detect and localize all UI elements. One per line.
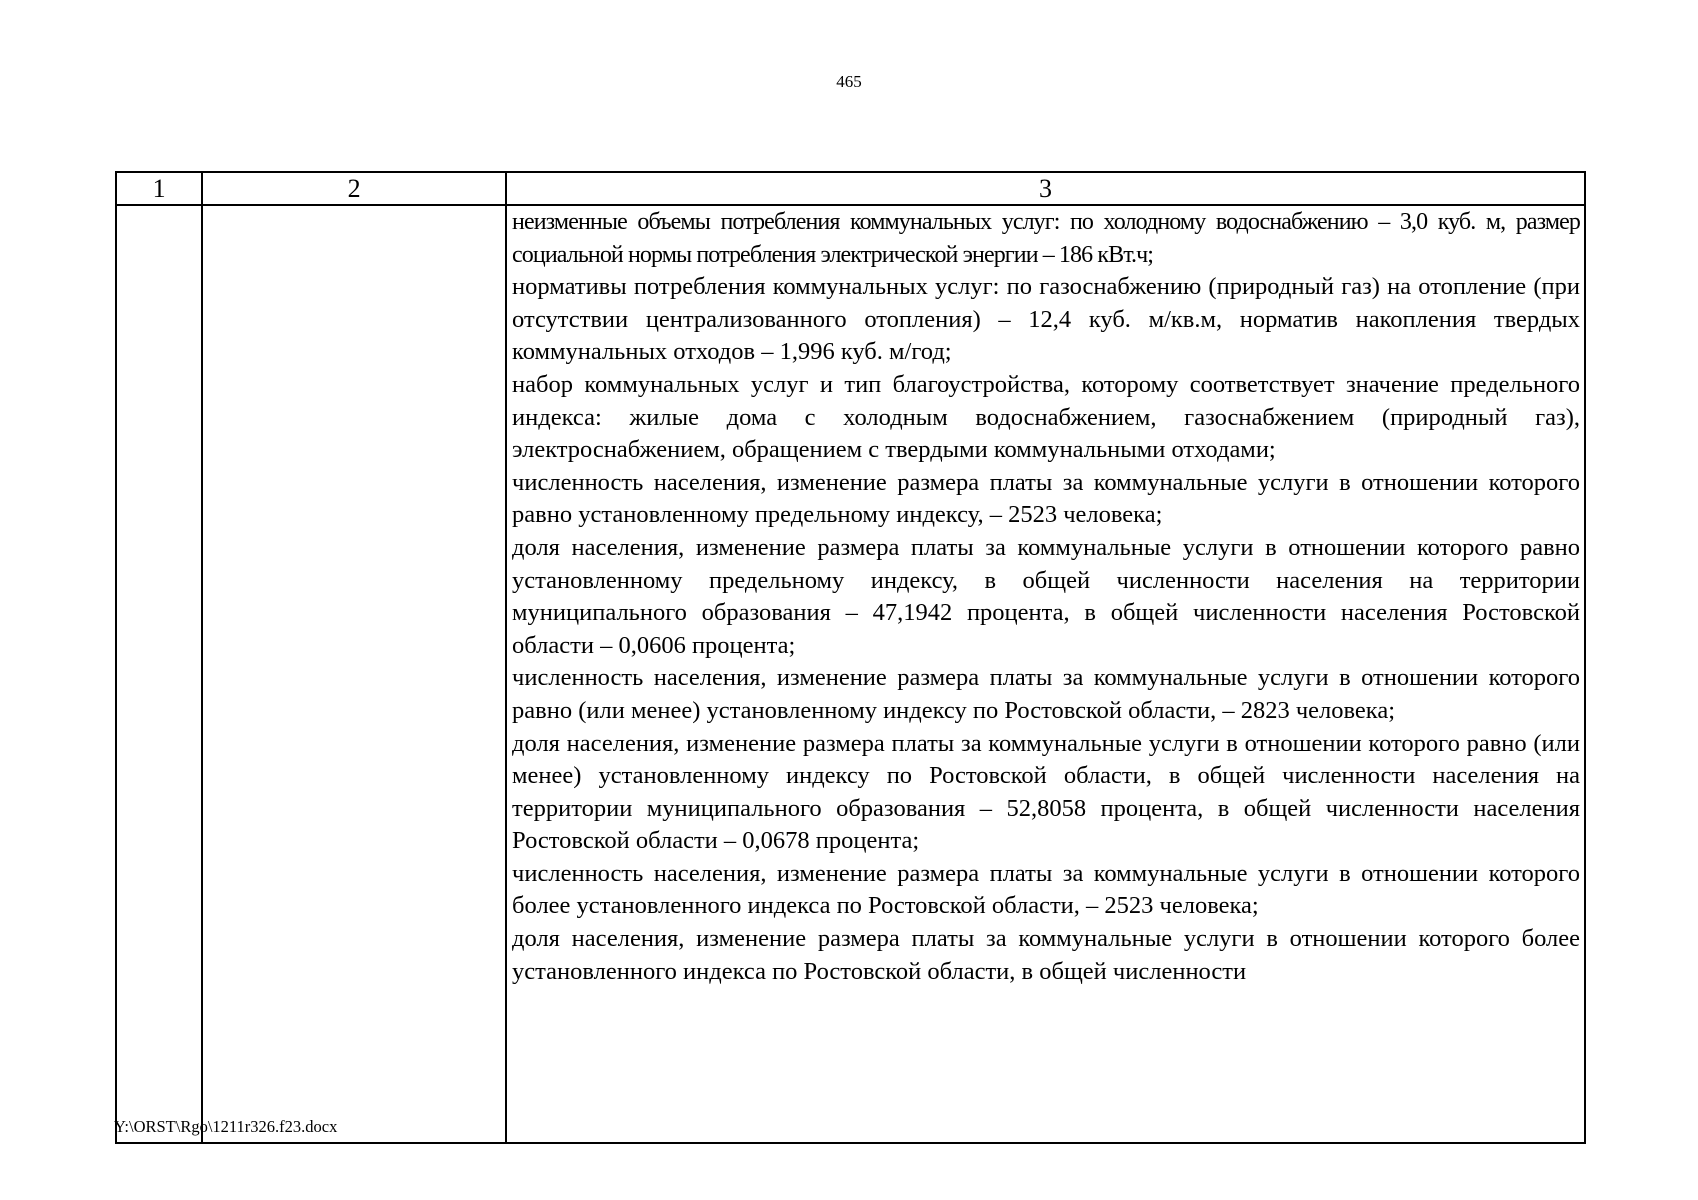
paragraph: численность населения, изменение размера платы за коммунальные услуги в отношении которого равно установленному предельному индексу, – 2523 человека; — [512, 468, 1580, 529]
table-header-row — [116, 172, 1585, 205]
table-cell-col3 — [506, 205, 1585, 1143]
paragraph: доля населения, изменение размера платы за коммунальные услуги в отношении которого более установленного индекса по Ростовской области, в общей численности — [512, 925, 1580, 985]
paragraph: численность населения, изменение размера платы за коммунальные услуги в отношении которого более установленного индекса по Ростовской области, – 2523 человека; — [512, 859, 1580, 920]
paragraph: набор коммунальных услуг и тип благоустройства, которому соответствует значение предельного индекса: жилые дома с холодным водоснабжением, газоснабжением (природный газ), электроснабжением, обращением с твердыми коммунальными отходами; — [512, 370, 1580, 464]
column-header-2: 2 — [202, 172, 506, 205]
table-cell-col1 — [116, 205, 202, 1143]
footer-file-path: Y:\ORST\Rgo\1211r326.f23.docx — [114, 1117, 338, 1136]
table-row — [116, 205, 1585, 1143]
page-number: 465 — [836, 72, 862, 91]
table-cell-col2 — [202, 205, 506, 1143]
paragraph: численность населения, изменение размера платы за коммунальные услуги в отношении которого равно (или менее) установленному индексу по Ростовской области, – 2823 человека; — [512, 664, 1580, 724]
paragraph: доля населения, изменение размера платы за коммунальные услуги в отношении которого равно установленному предельному индексу, в общей численности населения на территории муниципального образования – 47,1942 процента, в общей численности населения Ростовской области – 0,0606 процента; — [512, 533, 1580, 659]
document-table — [115, 171, 1586, 1144]
paragraph: нормативы потребления коммунальных услуг: по газоснабжению (природный газ) на отопление (при отсутствии централизованного отопления) – 12,4 куб. м/кв.м, норматив накопления твердых коммунальных отходов – 1,996 куб. м/год; — [512, 273, 1580, 366]
paragraph: доля населения, изменение размера платы за коммунальные услуги в отношении которого равно (или менее) установленному индексу по Ростовской области, в общей численности населения на территории муниципального образования – 52,8058 процента, в общей численности населения Ростовской области – 0,0678 процента; — [512, 729, 1580, 855]
paragraph: неизменные объемы потребления коммунальных услуг: по холодному водоснабжению – 3,0 куб. м, размер социальной нормы потребления электрической энергии – 186 кВт.ч; — [512, 209, 1580, 268]
column-header-1: 1 — [116, 172, 202, 205]
column-header-3: 3 — [506, 172, 1585, 205]
